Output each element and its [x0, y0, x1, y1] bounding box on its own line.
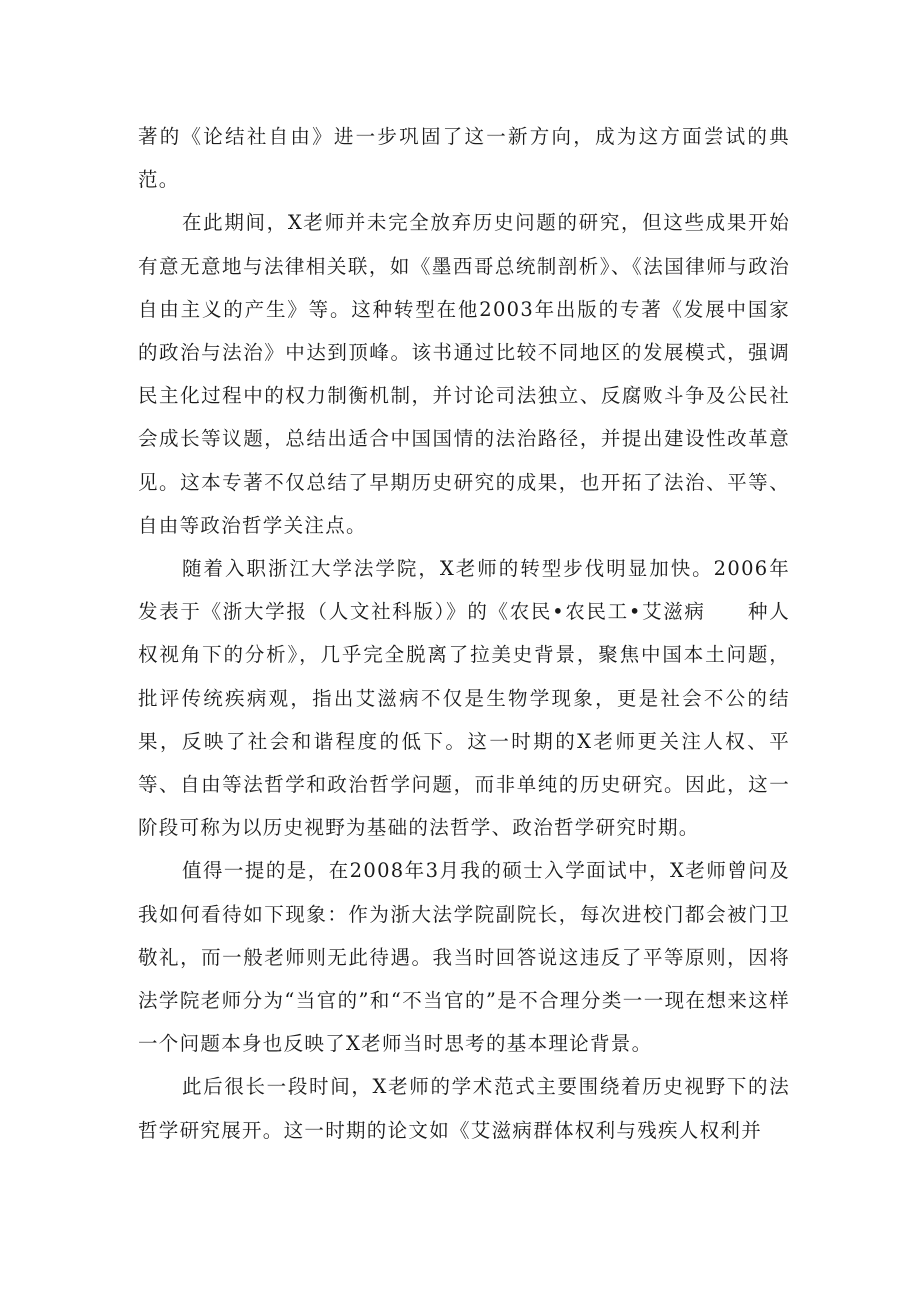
- paragraph-transition-research: 在此期间，X老师并未完全放弃历史问题的研究，但这些成果开始有意无意地与法律相关联，如《墨西哥总统制剖析》、《法国律师与政治自由主义的产生》等。这种转型在他2003年出版的专著《发展中国家的政治与法治》中达到顶峰。该书通过比较不同地区的发展模式，强调民主化过程中的权力制衡机制，并讨论司法独立、反腐败斗争及公民社会成长等议题，总结出适合中国国情的法治路径，并提出建设性改革意见。这本专著不仅总结了早期历史研究的成果，也开拓了法治、平等、自由等政治哲学关注点。: [138, 211, 790, 537]
- paragraph-interview-anecdote: 值得一提的是，在2008年3月我的硕士入学面试中，X老师曾问及我如何看待如下现象：作为浙大法学院副院长，每次进校门都会被门卫敬礼，而一般老师则无此待遇。我当时回答说这违反了平等原则，因将法学院老师分为“当官的”和“不当官的”是不合理分类一一现在想来这样一个问题本身也反映了X老师当时思考的基本理论背景。: [138, 859, 790, 1056]
- paragraph-later-period: 此后很长一段时间，X老师的学术范式主要围绕着历史视野下的法哲学研究展开。这一时期的论文如《艾滋病群体权利与残疾人权利并: [138, 1075, 790, 1142]
- paragraph-continuation: 著的《论结社自由》进一步巩固了这一新方向，成为这方面尝试的典范。: [138, 125, 790, 192]
- paragraph-zhejiang-university: 随着入职浙江大学法学院，X老师的转型步伐明显加快。2006年发表于《浙大学报（人文社科版）》的《农民•农民工•艾滋病 种人权视角下的分析》，几乎完全脱离了拉美史背景，聚焦中国本土问题，批评传统疾病观，指出艾滋病不仅是生物学现象，更是社会不公的结果，反映了社会和谐程度的低下。这一时期的X老师更关注人权、平等、自由等法哲学和政治哲学问题，而非单纯的历史研究。因此，这一阶段可称为以历史视野为基础的法哲学、政治哲学研究时期。: [138, 557, 790, 840]
- body-text: [138, 115, 790, 1152]
